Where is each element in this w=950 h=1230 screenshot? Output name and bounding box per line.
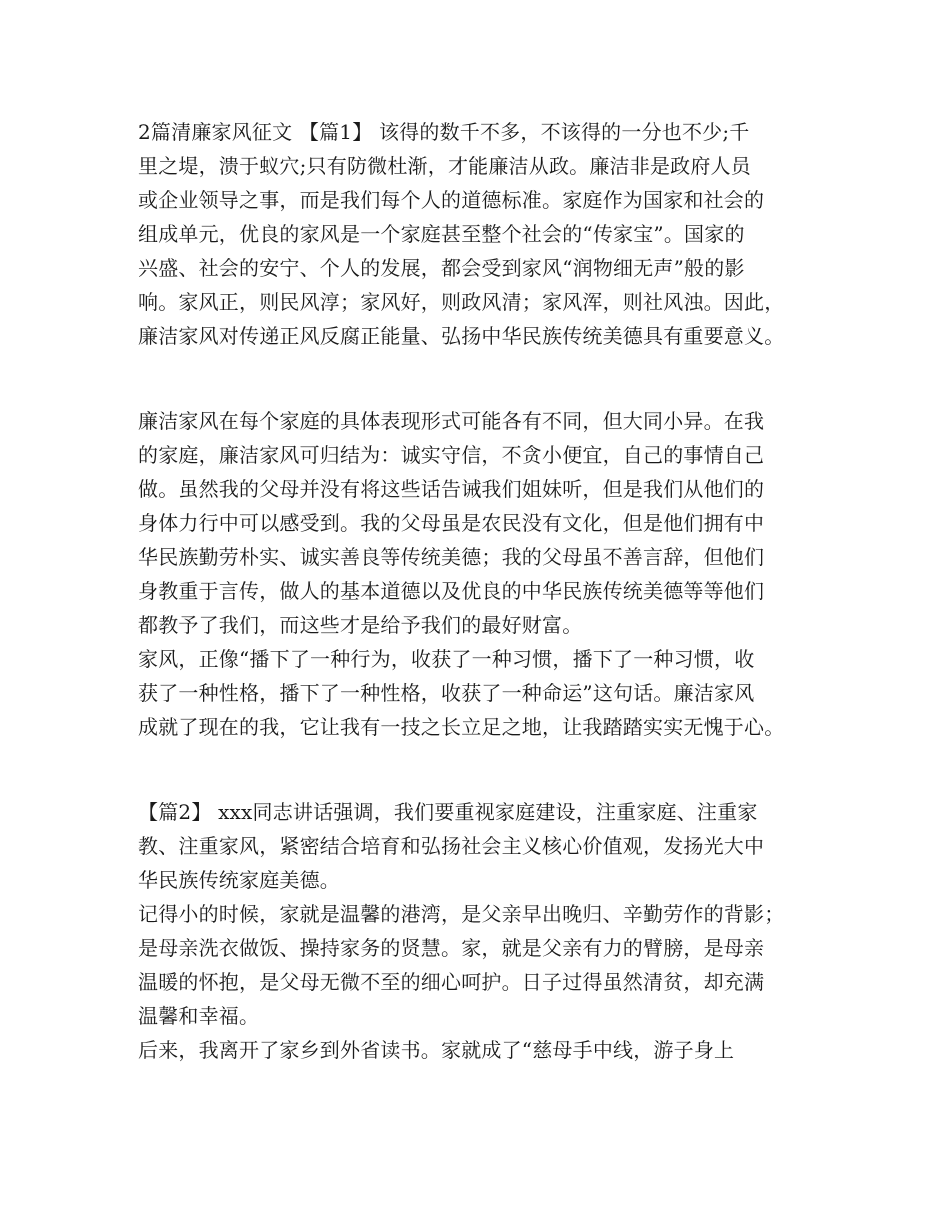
text-line: 后来，我离开了家乡到外省读书。家就成了“慈母手中线，游子身上 [138, 1038, 735, 1062]
paragraph-block-1 [138, 115, 838, 353]
text-line: 2篇清廉家风征文 【篇1】 该得的数千不多，不该得的一分也不少;千 [138, 120, 750, 144]
paragraph-block-2 [138, 404, 838, 744]
text-line: 华民族传统家庭美德。 [138, 868, 340, 892]
text-line: 廉洁家风对传递正风反腐正能量、弘扬中华民族传统美德具有重要意义。 [138, 324, 785, 348]
text-line: 做。虽然我的父母并没有将这些话告诫我们姐妹听，但是我们从他们的 [138, 477, 765, 501]
text-line: 廉洁家风在每个家庭的具体表现形式可能各有不同，但大同小异。在我 [138, 409, 765, 433]
text-line: 里之堤，溃于蚁穴;只有防微杜渐，才能廉洁从政。廉洁非是政府人员 [138, 154, 751, 178]
text-line: 组成单元，优良的家风是一个家庭甚至整个社会的“传家宝”。国家的 [138, 222, 745, 246]
text-line: 的家庭，廉洁家风可归结为：诚实守信，不贪小便宜，自己的事情自己 [138, 443, 765, 467]
text-line: 记得小的时候，家就是温馨的港湾，是父亲早出晚归、辛勤劳作的背影； [138, 902, 785, 926]
text-line: 教、注重家风，紧密结合培育和弘扬社会主义核心价值观，发扬光大中 [138, 834, 765, 858]
text-line: 或企业领导之事，而是我们每个人的道德标准。家庭作为国家和社会的 [138, 188, 765, 212]
text-line: 身体力行中可以感受到。我的父母虽是农民没有文化，但是他们拥有中 [138, 511, 765, 535]
text-line: 温暖的怀抱，是父母无微不至的细心呵护。日子过得虽然清贫，却充满 [138, 970, 765, 994]
text-line: 【篇2】 xxx同志讲话强调，我们要重视家庭建设，注重家庭、注重家 [138, 800, 758, 824]
text-line: 温馨和幸福。 [138, 1004, 260, 1028]
text-line: 是母亲洗衣做饭、操持家务的贤慧。家，就是父亲有力的臂膀，是母亲 [138, 936, 765, 960]
text-line: 获了一种性格，播下了一种性格，收获了一种命运”这句话。廉洁家风 [138, 681, 755, 705]
text-line: 响。家风正，则民风淳；家风好，则政风清；家风浑，则社风浊。因此， [138, 290, 785, 314]
text-line: 成就了现在的我，它让我有一技之长立足之地，让我踏踏实实无愧于心。 [138, 715, 785, 739]
text-line: 都教予了我们，而这些才是给予我们的最好财富。 [138, 613, 583, 637]
paragraph-block-3 [138, 795, 838, 1067]
text-line: 家风，正像“播下了一种行为，收获了一种习惯，播下了一种习惯，收 [138, 647, 755, 671]
text-line: 身教重于言传，做人的基本道德以及优良的中华民族传统美德等等他们 [138, 579, 765, 603]
text-line: 兴盛、社会的安宁、个人的发展，都会受到家风“润物细无声”般的影 [138, 256, 745, 280]
text-line: 华民族勤劳朴实、诚实善良等传统美德；我的父母虽不善言辞，但他们 [138, 545, 765, 569]
